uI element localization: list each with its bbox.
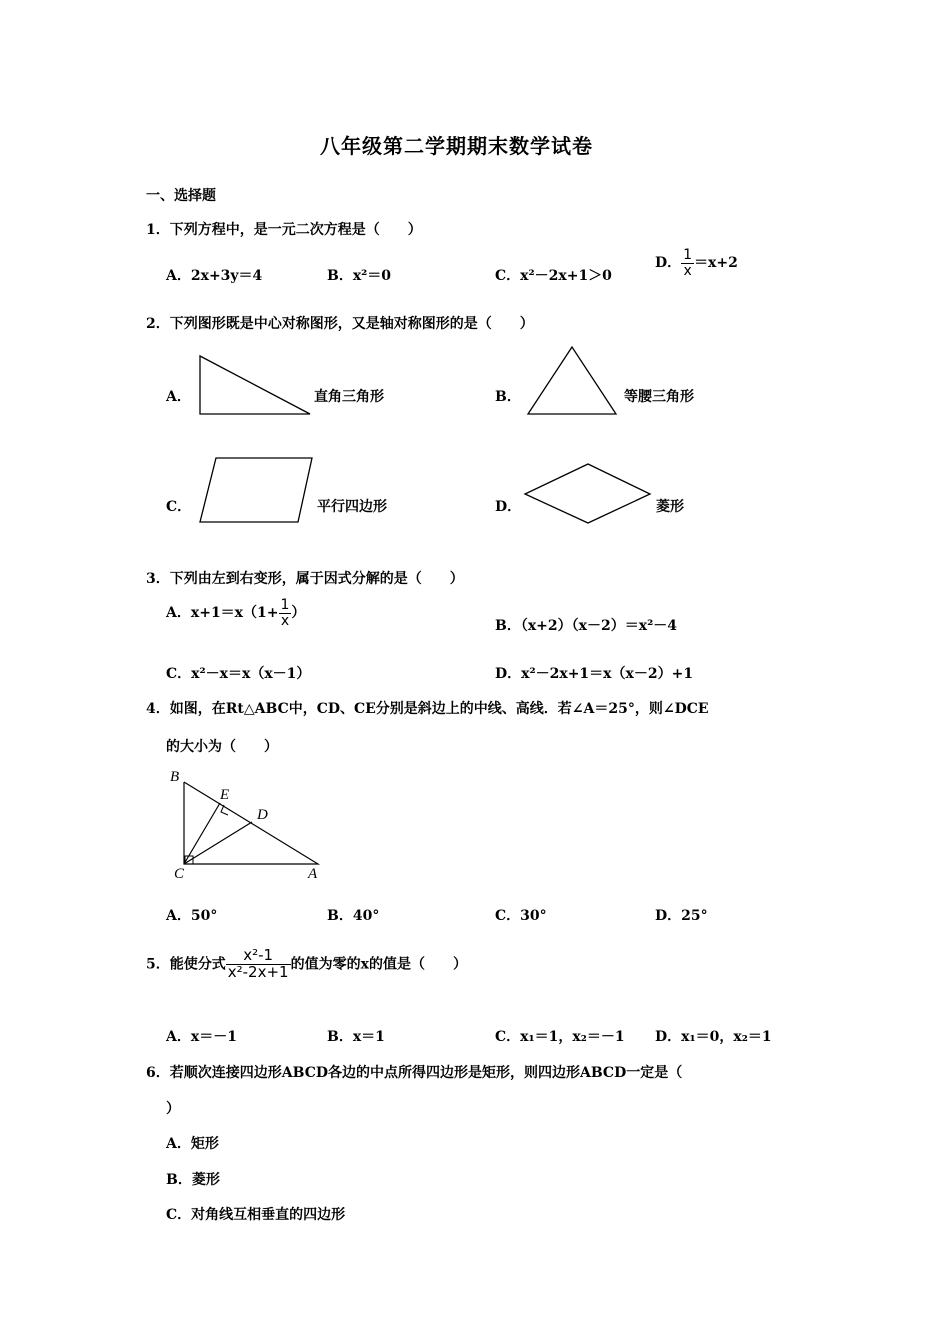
q1-option-d-label: D． xyxy=(655,255,682,272)
q4-option-a: A．50° xyxy=(166,908,218,924)
q4-stem-line2: 的大小为（ ） xyxy=(166,739,278,755)
altitude-ce xyxy=(184,803,220,864)
page-title: 八年级第二学期期末数学试卷 xyxy=(320,134,593,158)
q2-option-b-text: 等腰三角形 xyxy=(624,389,694,405)
q3-option-b: B．（x+2）（x－2）＝x²－4 xyxy=(495,618,677,634)
q2-option-c-text: 平行四边形 xyxy=(317,499,387,515)
q6-stem-line2: ） xyxy=(166,1101,180,1117)
q6-option-c: C．对角线互相垂直的四边形 xyxy=(166,1207,346,1223)
q5-stem-pre: 5．能使分式 xyxy=(146,956,226,973)
q2-option-a-label: A． xyxy=(166,389,191,405)
label-a: A xyxy=(308,866,318,882)
q5-numerator: x²-1 xyxy=(226,948,291,965)
median-cd xyxy=(184,822,252,864)
q2-option-b-label: B． xyxy=(495,389,521,405)
q5-option-b: B．x＝1 xyxy=(327,1029,385,1045)
q5-option-c: C．x₁＝1，x₂＝－1 xyxy=(495,1029,625,1045)
q1-option-b: B．x²＝0 xyxy=(327,268,392,284)
q6-option-a: A．矩形 xyxy=(166,1136,219,1152)
q5-denominator: x²-2x+1 xyxy=(227,962,289,981)
q3-stem: 3．下列由左到右变形，属于因式分解的是（ ） xyxy=(146,571,464,587)
q2-option-d-text: 菱形 xyxy=(656,499,684,515)
section-heading: 一、选择题 xyxy=(146,188,216,204)
q4-option-d: D．25° xyxy=(655,908,708,924)
q1-stem: 1．下列方程中，是一元二次方程是（ ） xyxy=(146,222,422,238)
label-b: B xyxy=(170,769,180,785)
q3-option-a-pre: A．x+1＝x（1+ xyxy=(166,605,279,622)
q2-option-d-label: D． xyxy=(495,499,522,515)
q1-d-denominator: x xyxy=(683,262,692,279)
q5-option-d: D．x₁＝0，x₂＝1 xyxy=(655,1029,772,1045)
q3-option-c: C．x²－x＝x（x－1） xyxy=(166,666,311,682)
q4-option-c: C．30° xyxy=(495,908,547,924)
q1-option-a: A．2x+3y＝4 xyxy=(166,268,263,284)
q6-stem-line1: 6．若顺次连接四边形ABCD各边的中点所得四边形是矩形，则四边形ABCD一定是（ xyxy=(146,1065,683,1081)
q2-stem: 2．下列图形既是中心对称图形，又是轴对称图形的是（ ） xyxy=(146,316,534,332)
label-c: C xyxy=(174,866,185,882)
q1-option-c: C．x²－2x+1＞0 xyxy=(495,268,612,284)
label-e: E xyxy=(220,787,230,803)
q5-fraction xyxy=(226,948,291,981)
q5-option-a: A．x＝－1 xyxy=(166,1029,237,1045)
q1-d-numerator: 1 xyxy=(683,247,693,263)
q1-option-d-rest: ＝x+2 xyxy=(694,255,738,272)
q5-stem-post: 的值为零的x的值是（ ） xyxy=(290,956,467,973)
q2-option-a-text: 直角三角形 xyxy=(314,389,384,405)
q3-option-d: D．x²－2x+1＝x（x－2）+1 xyxy=(495,666,694,682)
q6-option-b: B．菱形 xyxy=(166,1172,220,1188)
q3-option-a-post: ） xyxy=(291,605,306,622)
q4-option-b: B．40° xyxy=(327,908,380,924)
q5-stem xyxy=(146,948,467,981)
q3-a-denominator: x xyxy=(280,612,290,629)
q3-a-numerator: 1 xyxy=(280,597,290,613)
label-d: D xyxy=(257,807,268,823)
q2-option-c-label: C． xyxy=(166,499,192,515)
q4-stem-line1: 4．如图，在Rt△ABC中，CD、CE分别是斜边上的中线、高线．若∠A＝25°，则∠DCE xyxy=(146,701,709,717)
